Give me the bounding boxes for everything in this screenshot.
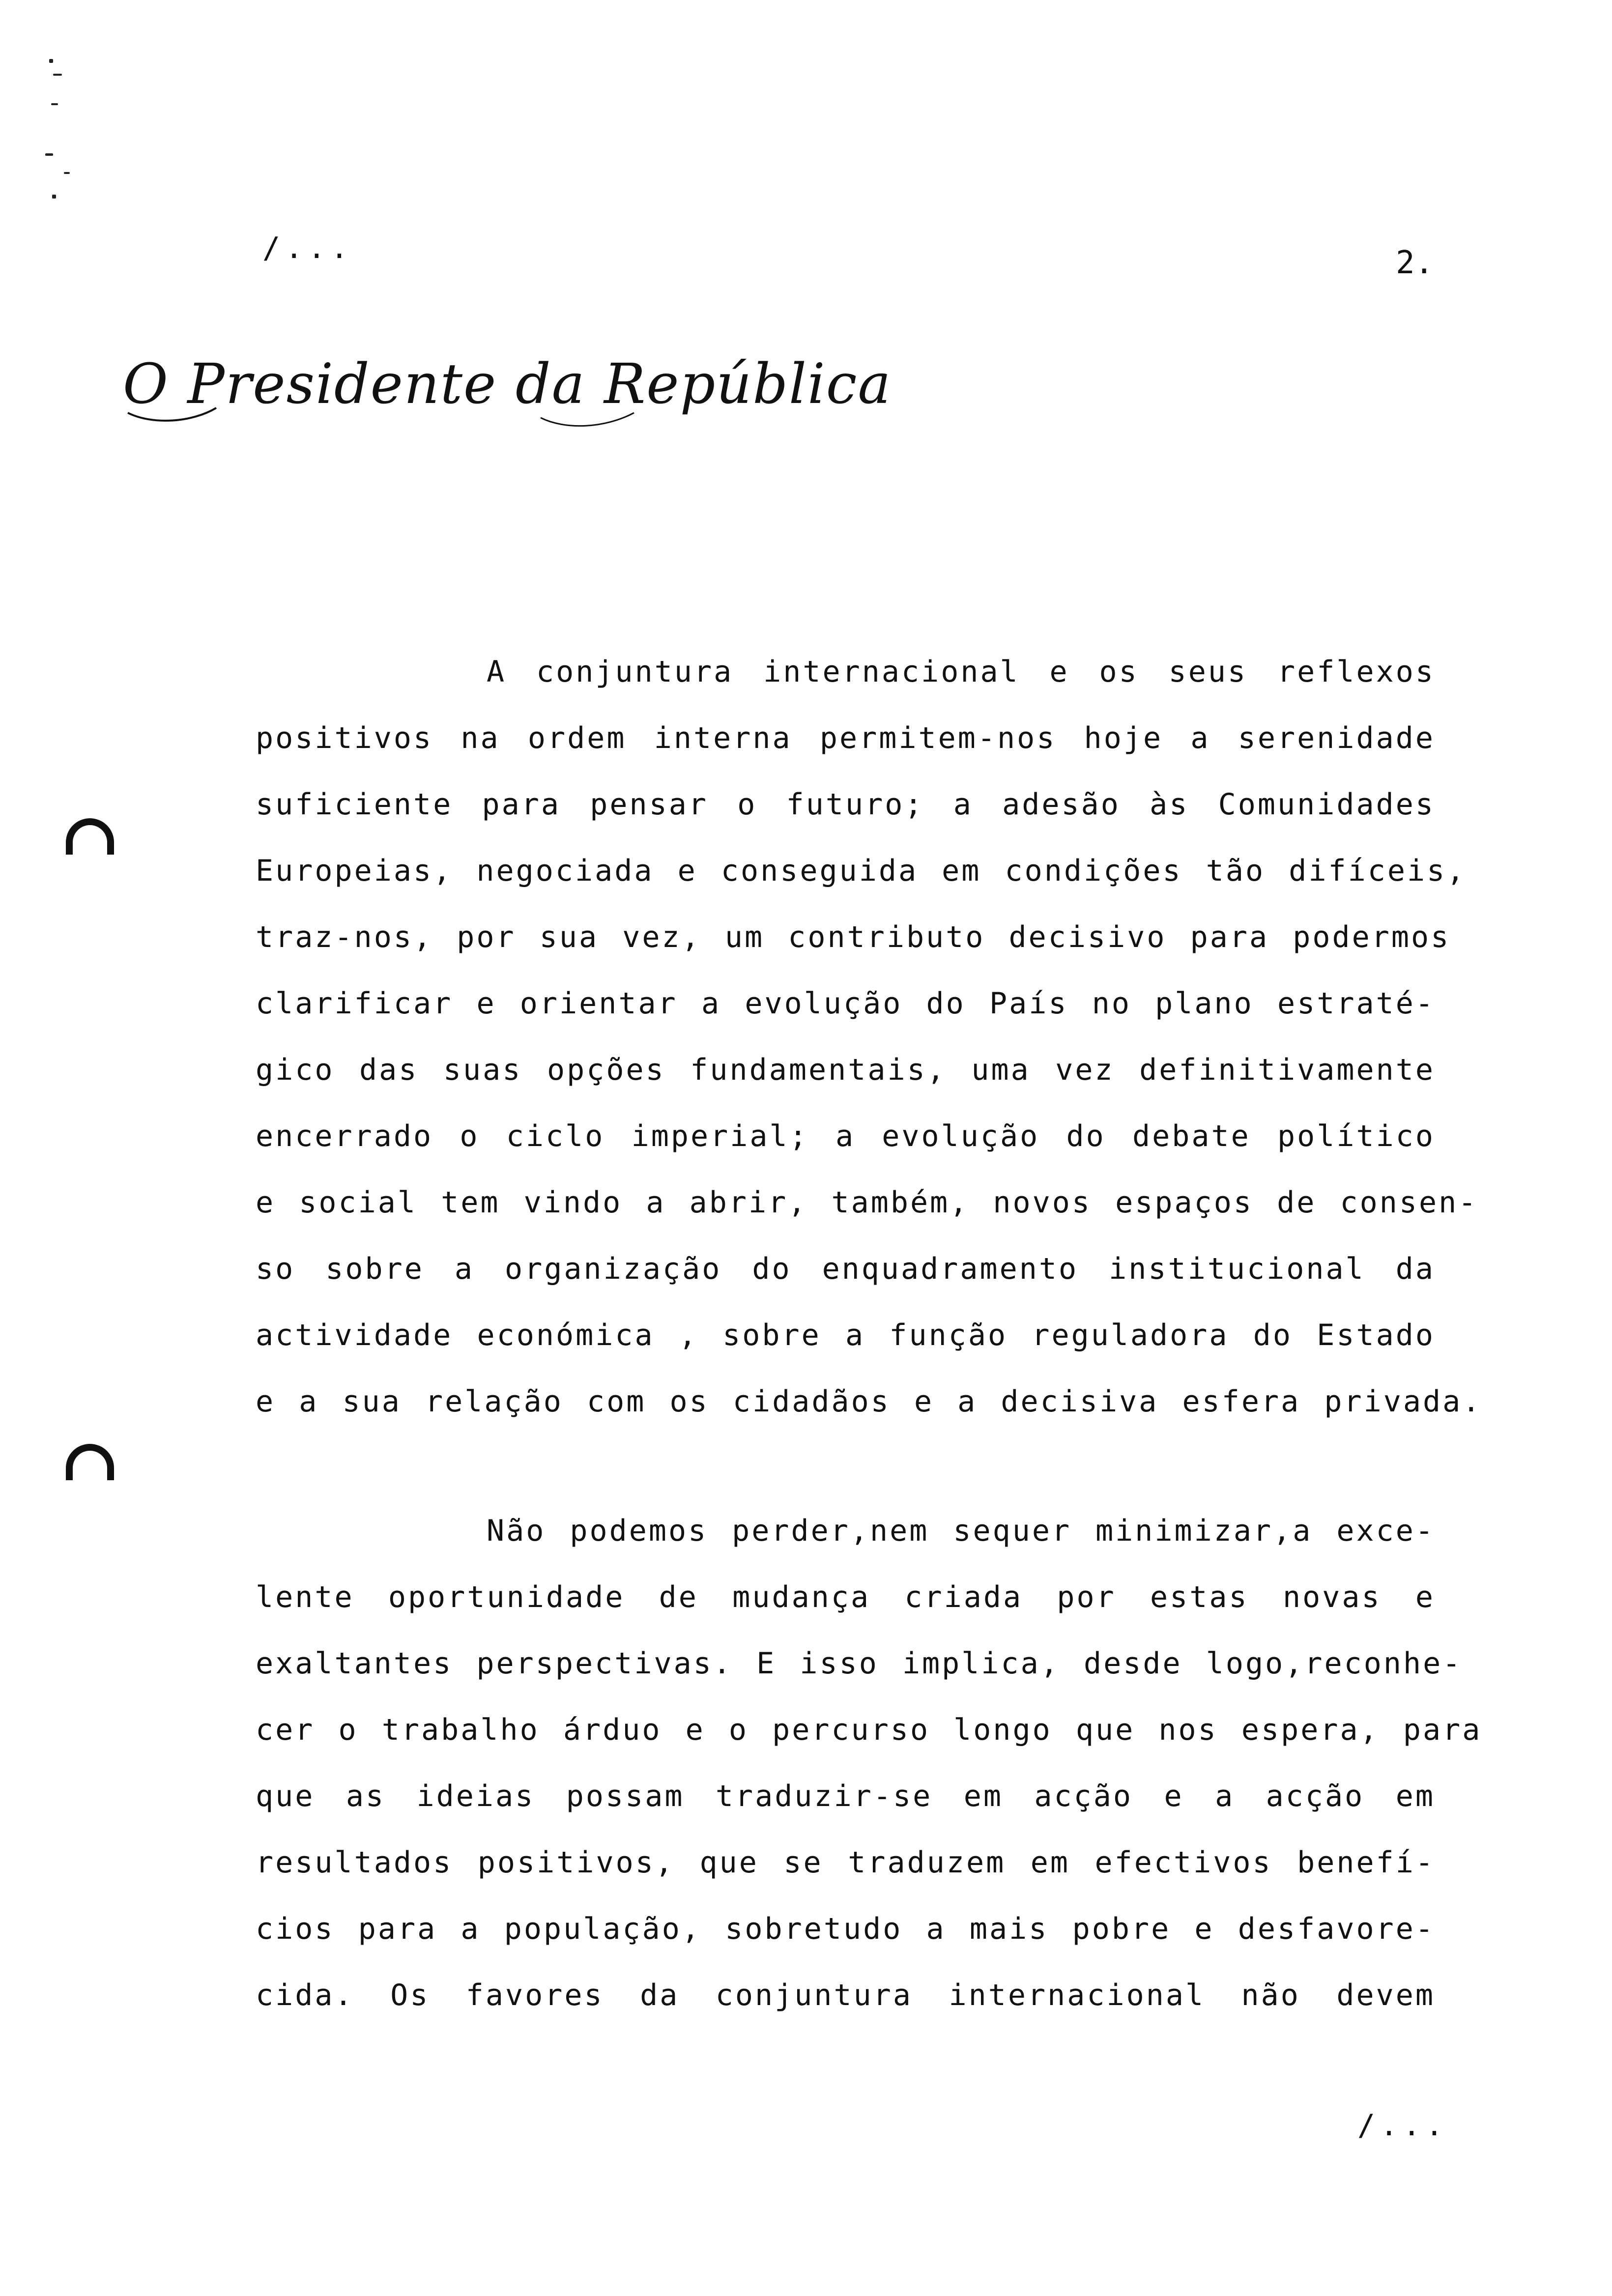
text-line: A conjuntura internacional e os seus reflexos xyxy=(487,655,1435,689)
text-line: positivos na ordem interna permitem-nos hoje a serenidade xyxy=(256,721,1435,755)
scan-speck xyxy=(51,103,58,105)
scan-speck xyxy=(49,59,53,63)
punch-hole-top xyxy=(66,818,114,855)
paragraph-1 xyxy=(256,639,1482,1435)
text-line: suficiente para pensar o futuro; a adesão às Comunidades xyxy=(256,787,1435,822)
text-line: cer o trabalho árduo e o percurso longo que nos espera, para xyxy=(256,1713,1482,1747)
text-line: que as ideias possam traduzir-se em acção e a acção em xyxy=(256,1779,1435,1813)
text-line: e social tem vindo a abrir, também, novos espaços de consen- xyxy=(256,1185,1478,1220)
scan-speck xyxy=(52,195,56,199)
paragraph-2 xyxy=(256,1498,1482,2029)
text-line: resultados positivos, que se traduzem em efectivos benefí- xyxy=(256,1845,1435,1880)
text-line: so sobre a organização do enquadramento institucional da xyxy=(256,1252,1435,1286)
svg-text:O Presidente da República: O Presidente da República xyxy=(123,352,892,416)
scan-speck xyxy=(53,74,62,76)
text-line: encerrado o ciclo imperial; a evolução do debate político xyxy=(256,1119,1435,1153)
continuation-mark-top: /... xyxy=(262,231,353,265)
text-line: Não podemos perder,nem sequer minimizar,a exce- xyxy=(487,1514,1435,1548)
page-number: 2. xyxy=(1396,245,1434,281)
text-line: lente oportunidade de mudança criada por estas novas e xyxy=(256,1580,1435,1614)
continuation-mark-bottom: /... xyxy=(1357,2108,1448,2143)
text-line: cios para a população, sobretudo a mais pobre e desfavore- xyxy=(256,1912,1435,1946)
text-line: e a sua relação com os cidadãos e a decisiva esfera privada. xyxy=(256,1384,1482,1419)
text-line: actividade económica , sobre a função reguladora do Estado xyxy=(256,1318,1435,1352)
letterhead-script xyxy=(123,339,892,432)
scan-speck xyxy=(64,172,70,174)
text-line: clarificar e orientar a evolução do País no plano estraté- xyxy=(256,986,1435,1021)
text-line: gico das suas opções fundamentais, uma vez definitivamente xyxy=(256,1053,1435,1087)
text-line: traz-nos, por sua vez, um contributo decisivo para podermos xyxy=(256,920,1451,954)
punch-hole-bottom xyxy=(66,1444,114,1480)
text-line: exaltantes perspectivas. E isso implica, desde logo,reconhe- xyxy=(256,1646,1463,1681)
text-line: Europeias, negociada e conseguida em condições tão difíceis, xyxy=(256,854,1467,888)
scan-speck xyxy=(45,153,53,156)
text-line: cida. Os favores da conjuntura internacional não devem xyxy=(256,1978,1435,2012)
